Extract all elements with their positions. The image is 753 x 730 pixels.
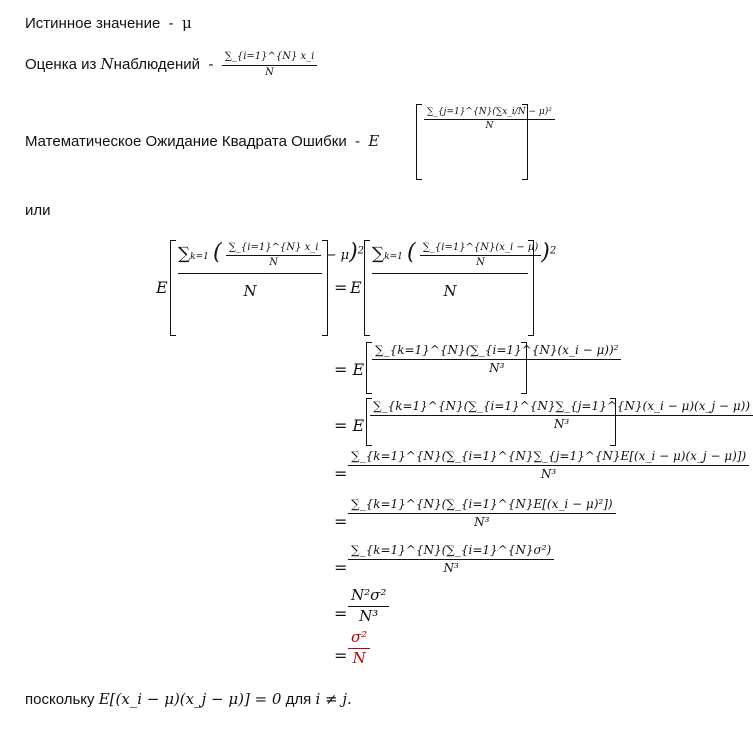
line2-num: ∑_{k=1}^{N}(∑_{i=1}^{N}(x_i − μ))²	[372, 344, 621, 360]
line1-lhs-sum-symbol: ∑	[178, 244, 191, 264]
true-value-label: Истинное значение	[25, 15, 161, 32]
mse-label: Математическое Ожидание Квадрата Ошибки	[25, 133, 347, 150]
line1-lhs-tail: − μ	[325, 248, 350, 263]
line5-den: N³	[474, 514, 490, 529]
line3-bracket-right	[610, 398, 616, 446]
line3-num: ∑_{k=1}^{N}(∑_{i=1}^{N}∑_{j=1}^{N}(x_i − μ)(x_j − μ))	[370, 400, 753, 416]
footer-expr: E[(x_i − μ)(x_j − μ)] = 0	[98, 690, 282, 708]
line1-rhs-inner-den: N	[476, 257, 485, 268]
estimate-line: Оценка из Nнаблюдений - $\frac{\sum\_\{i=1\}\^{}\{N\} x\_i}{N}$	[25, 52, 317, 78]
line6-fraction	[348, 544, 554, 574]
line5-num: ∑_{k=1}^{N}(∑_{i=1}^{N}E[(x_i − μ)²])	[348, 498, 616, 514]
mse-e: E	[368, 132, 380, 150]
line7-num: N²σ²	[348, 588, 389, 607]
mse-bracket-right	[522, 104, 528, 180]
line1-rhs-e: E	[350, 278, 362, 297]
line1-lhs-den: N	[243, 281, 257, 300]
line1-lhs-inner-frac	[226, 243, 322, 269]
line3-fraction	[370, 400, 753, 430]
true-value-symbol: μ	[181, 14, 192, 32]
estimate-label: Оценка из	[25, 55, 97, 73]
line4-fraction	[348, 450, 749, 480]
estimate-fraction	[222, 52, 318, 78]
line1-equals: =	[334, 278, 348, 297]
mse-denominator: N	[485, 121, 494, 132]
line7-fraction	[348, 588, 389, 625]
line1-rhs-bracket-left	[364, 240, 370, 336]
line1-lhs-bracket-left	[170, 240, 176, 336]
line5-fraction	[348, 498, 616, 528]
line2-den: N³	[489, 360, 505, 375]
line1-rhs-bracket-right	[528, 240, 534, 336]
result-num: σ²	[348, 630, 370, 649]
line8-equals: =	[334, 646, 348, 665]
mse-numerator: ∑_{j=1}^{N}(∑x_i/N − μ)²	[424, 108, 555, 120]
true-value-line: Истинное значение - μ	[25, 14, 192, 32]
result-fraction	[348, 630, 370, 667]
line1-rhs-fraction: ∑k=1 ( $\frac{\sum\_\{i=1\}\^{}\{N\}(x\_i - \mu)}{N}$ )$^2$ N	[372, 240, 557, 300]
or-label: или	[25, 202, 51, 219]
line7-den: N³	[359, 606, 379, 625]
line1-lhs-bracket-right	[322, 240, 328, 336]
line5-equals: =	[334, 512, 348, 531]
line1-lhs-fraction: ∑k=1 ( $\frac{\sum\_\{i=1\}\^{}\{N\} x\_i}{N}$ − μ)$^2$ N	[178, 240, 365, 300]
estimate-numerator: ∑_{i=1}^{N} x_i	[222, 52, 318, 66]
mse-fraction	[424, 108, 555, 132]
line1-rhs-inner-num: ∑_{i=1}^{N}(x_i − μ)	[420, 243, 542, 257]
line2-fraction	[372, 344, 621, 374]
line3-den: N³	[553, 416, 570, 431]
line7-equals: =	[334, 604, 348, 623]
line6-num: ∑_{k=1}^{N}(∑_{i=1}^{N}σ²)	[348, 544, 554, 560]
line1-lhs-e: E	[156, 278, 168, 297]
line4-equals: =	[334, 464, 348, 483]
mse-line: Математическое Ожидание Квадрата Ошибки - E	[25, 132, 380, 150]
line2-equals: = E	[334, 360, 365, 379]
line6-equals: =	[334, 558, 348, 577]
line1-lhs-inner-den: N	[269, 257, 278, 268]
line1-lhs-inner-num: ∑_{i=1}^{N} x_i	[226, 243, 322, 257]
footer-prefix: поскольку	[25, 691, 95, 708]
estimate-denominator: N	[265, 66, 274, 78]
line3-equals: = E	[334, 416, 365, 435]
result-den: N	[352, 648, 366, 667]
footer-condition: i ≠ j.	[315, 690, 352, 708]
line4-den: N³	[540, 466, 557, 481]
line1-rhs-den: N	[443, 281, 457, 300]
line2-bracket-right	[521, 342, 527, 394]
line4-num: ∑_{k=1}^{N}(∑_{i=1}^{N}∑_{j=1}^{N}E[(x_i − μ)(x_j − μ)])	[348, 450, 749, 466]
footer-line	[25, 690, 352, 708]
line1-rhs-inner-frac	[420, 243, 542, 269]
footer-suffix: для	[285, 691, 312, 708]
estimate-label-end: наблюдений	[113, 55, 201, 73]
mse-bracket-left	[416, 104, 422, 180]
line6-den: N³	[443, 560, 459, 575]
estimate-n: N	[100, 54, 114, 73]
